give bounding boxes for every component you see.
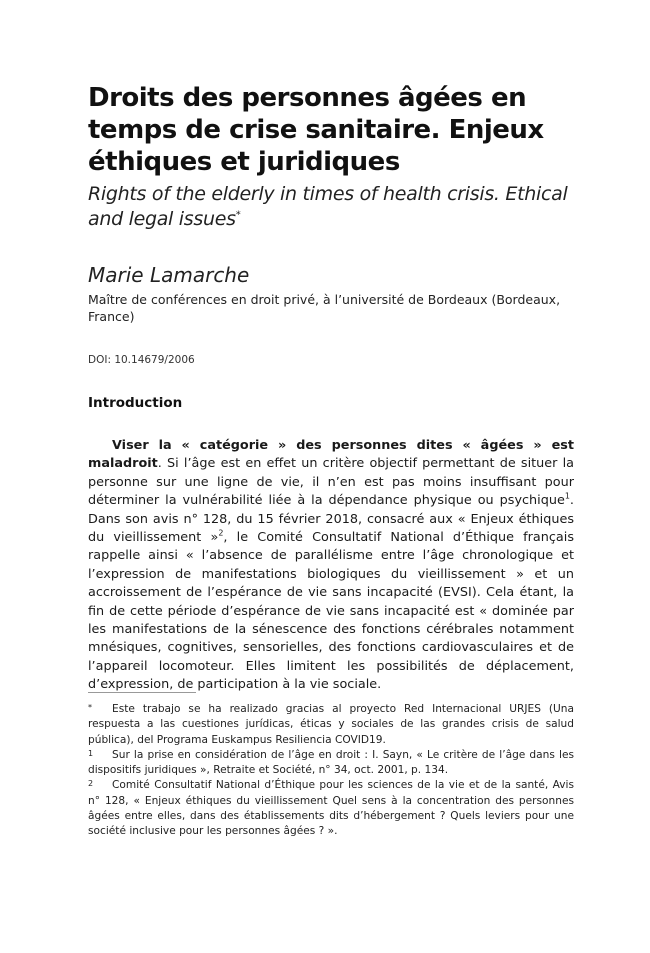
section-heading: Introduction xyxy=(88,395,183,411)
subtitle-footnote-marker: * xyxy=(235,209,241,221)
footnote-marker: * xyxy=(88,703,92,712)
footnote-reference-2: 2 xyxy=(218,528,224,538)
footnote-text: Sur la prise en considération de l’âge en droit : I. Sayn, « Le critère de l’âge dans les dispositifs juridiques », Retraite et Société, n° 34, oct. 2001, p. 134. xyxy=(88,748,574,777)
article-title: Droits des personnes âgées en temps de crise sanitaire. Enjeux éthiques et juridiques xyxy=(88,83,544,177)
article-subtitle xyxy=(88,182,578,232)
footnote-text: Comité Consultatif National d’Éthique pour les sciences de la vie et de la santé, Avis n° 128, « Enjeux éthiques du vieillissement Quel sens à la concentration des personnes âgées entre elles, dans des établissements dits d’hébergement ? Quels leviers pour une société inclusive pour les personnes âgées ? ». xyxy=(88,779,574,838)
footnote-reference-1: 1 xyxy=(564,491,570,501)
body-text-part-1: Si l’âge est en effet un critère objectif permettant de situer la personne sur une ligne de vie, il n’en est pas moins insuffisant pour déterminer la vulnérabilité liée à la dépendance physique ou psychique xyxy=(88,456,574,509)
author-name: Marie Lamarche xyxy=(88,263,250,287)
footnote xyxy=(88,702,574,748)
lead-sentence: Viser la « catégorie » des personnes dites « âgées » est maladroit xyxy=(88,438,574,472)
doi-identifier: DOI: 10.14679/2006 xyxy=(88,354,195,366)
footnotes xyxy=(88,702,574,840)
footnote-marker: 2 xyxy=(88,779,94,789)
footnote-marker: 1 xyxy=(88,748,94,758)
body-text-part-3: , le Comité Consultatif National d’Éthique français rappelle ainsi « l’absence de parallélisme entre l’âge chronologique et l’expression de manifestations biologiques du vieillissement » et un accroissement de l’espérance de vie sans incapacité (EVSI). Cela étant, la fin de cette période d’espérance de vie sans incapacité est « dominée par les manifestations de la sénescence des fonctions cérébrales notamment mnésiques, cognitives, sensorielles, des fonctions cardiovasculaires et de l’appareil locomoteur. Elles limitent les possibilités de déplacement, d’expression, de participation à la vie sociale. xyxy=(88,530,574,693)
footnote-separator xyxy=(88,692,196,693)
body-text-part-2: . Dans son avis n° 128, du 15 février 2018, consacré aux « Enjeux éthiques du vieillissement » xyxy=(88,493,574,546)
body-paragraph xyxy=(88,437,574,695)
footnote xyxy=(88,778,574,839)
subtitle-text: Rights of the elderly in times of health crisis. Ethical and legal issues xyxy=(88,183,568,230)
lead-period: . xyxy=(157,456,162,472)
footnote-text: Este trabajo se ha realizado gracias al proyecto Red Internacional URJES (Una respuesta a las cuestiones jurídicas, éticas y sociales de las grandes crisis de salud pública), del Programa Euskampus Resiliencia COVID19. xyxy=(88,703,574,746)
footnote xyxy=(88,748,574,779)
author-affiliation: Maître de conférences en droit privé, à l’université de Bordeaux (Bordeaux, France) xyxy=(88,292,561,324)
